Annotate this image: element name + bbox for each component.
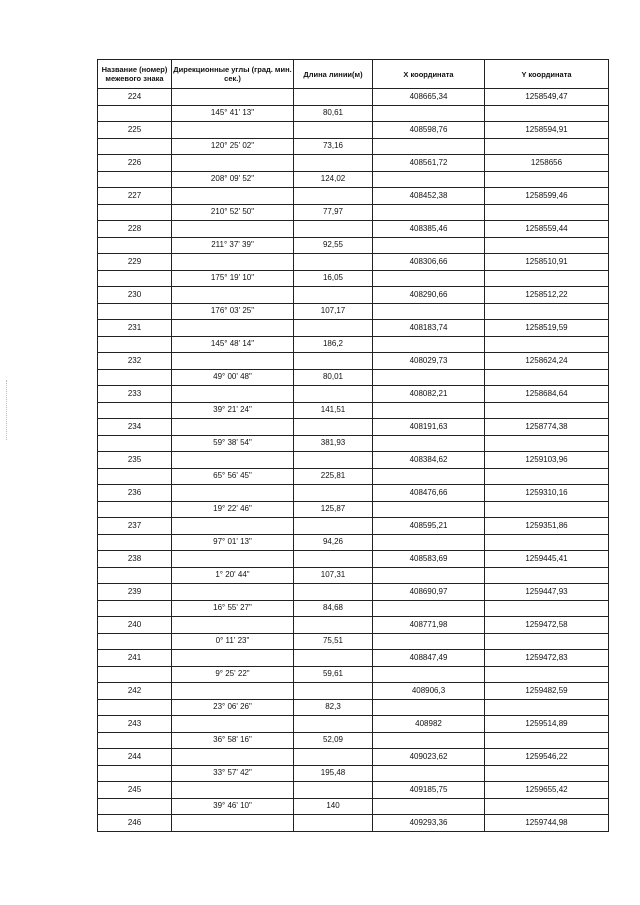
empty-name-cell [98,237,172,254]
x-coordinate: 408583,69 [373,551,485,568]
empty-x-cell [373,237,485,254]
empty-y-cell [485,303,609,320]
direction-angle: 0° 11' 23" [172,633,294,650]
empty-angle-cell [172,254,294,271]
empty-y-cell [485,336,609,353]
y-coordinate: 1259310,16 [485,485,609,502]
point-row [98,386,609,403]
empty-length-cell [294,584,373,601]
empty-name-cell [98,270,172,287]
point-row [98,89,609,106]
direction-angle: 39° 21' 24" [172,402,294,419]
empty-name-cell [98,534,172,551]
direction-angle: 211° 37' 39" [172,237,294,254]
empty-y-cell [485,666,609,683]
empty-length-cell [294,485,373,502]
header-point-name: Название (номер) межевого знака [98,60,172,89]
empty-angle-cell [172,683,294,700]
direction-angle: 120° 25' 02" [172,138,294,155]
line-length: 140 [294,798,373,815]
empty-length-cell [294,155,373,172]
segment-row [98,501,609,518]
direction-angle: 208° 09' 52" [172,171,294,188]
segment-row [98,666,609,683]
empty-name-cell [98,171,172,188]
empty-x-cell [373,534,485,551]
segment-row [98,237,609,254]
line-length: 94,26 [294,534,373,551]
point-name: 235 [98,452,172,469]
point-name: 234 [98,419,172,436]
direction-angle: 145° 48' 14" [172,336,294,353]
empty-x-cell [373,699,485,716]
x-coordinate: 408771,98 [373,617,485,634]
segment-row [98,633,609,650]
line-length: 77,97 [294,204,373,221]
x-coordinate: 408029,73 [373,353,485,370]
point-name: 239 [98,584,172,601]
segment-row [98,402,609,419]
direction-angle: 175° 19' 10" [172,270,294,287]
y-coordinate: 1258519,59 [485,320,609,337]
empty-name-cell [98,468,172,485]
empty-name-cell [98,138,172,155]
empty-y-cell [485,237,609,254]
point-name: 224 [98,89,172,106]
segment-row [98,567,609,584]
empty-angle-cell [172,815,294,832]
empty-angle-cell [172,782,294,799]
point-name: 238 [98,551,172,568]
point-row [98,650,609,667]
segment-row [98,600,609,617]
empty-angle-cell [172,617,294,634]
direction-angle: 59° 38' 54" [172,435,294,452]
header-x-coordinate: X координата [373,60,485,89]
line-length: 225,81 [294,468,373,485]
empty-y-cell [485,171,609,188]
point-name: 244 [98,749,172,766]
direction-angle: 19° 22' 46" [172,501,294,518]
point-name: 246 [98,815,172,832]
point-name: 242 [98,683,172,700]
line-length: 124,02 [294,171,373,188]
direction-angle: 145° 41' 13" [172,105,294,122]
y-coordinate: 1258510,91 [485,254,609,271]
header-line-length: Длина линии(м) [294,60,373,89]
empty-length-cell [294,188,373,205]
empty-x-cell [373,303,485,320]
scan-margin-marks [6,380,8,440]
y-coordinate: 1259655,42 [485,782,609,799]
empty-length-cell [294,617,373,634]
empty-length-cell [294,386,373,403]
y-coordinate: 1259472,83 [485,650,609,667]
empty-length-cell [294,419,373,436]
line-length: 16,05 [294,270,373,287]
point-name: 228 [98,221,172,238]
direction-angle: 97° 01' 13" [172,534,294,551]
empty-y-cell [485,567,609,584]
empty-name-cell [98,567,172,584]
empty-x-cell [373,600,485,617]
point-row [98,353,609,370]
empty-length-cell [294,254,373,271]
y-coordinate: 1258624,24 [485,353,609,370]
empty-length-cell [294,287,373,304]
empty-y-cell [485,600,609,617]
empty-angle-cell [172,122,294,139]
empty-y-cell [485,369,609,386]
point-name: 240 [98,617,172,634]
line-length: 73,16 [294,138,373,155]
x-coordinate: 408982 [373,716,485,733]
point-name: 237 [98,518,172,535]
line-length: 186,2 [294,336,373,353]
empty-length-cell [294,551,373,568]
segment-row [98,699,609,716]
point-row [98,518,609,535]
empty-length-cell [294,782,373,799]
empty-x-cell [373,171,485,188]
empty-angle-cell [172,485,294,502]
y-coordinate: 1259447,93 [485,584,609,601]
segment-row [98,336,609,353]
direction-angle: 39° 46' 10" [172,798,294,815]
empty-x-cell [373,270,485,287]
line-length: 82,3 [294,699,373,716]
empty-x-cell [373,435,485,452]
empty-x-cell [373,336,485,353]
point-name: 241 [98,650,172,667]
direction-angle: 36° 58' 16" [172,732,294,749]
empty-angle-cell [172,716,294,733]
empty-y-cell [485,534,609,551]
point-name: 243 [98,716,172,733]
empty-name-cell [98,402,172,419]
x-coordinate: 408183,74 [373,320,485,337]
segment-row [98,534,609,551]
point-row [98,155,609,172]
empty-length-cell [294,518,373,535]
empty-angle-cell [172,650,294,667]
empty-name-cell [98,699,172,716]
line-length: 107,31 [294,567,373,584]
point-row [98,683,609,700]
segment-row [98,798,609,815]
segment-row [98,171,609,188]
empty-angle-cell [172,584,294,601]
x-coordinate: 409185,75 [373,782,485,799]
point-row [98,749,609,766]
empty-x-cell [373,204,485,221]
segment-row [98,468,609,485]
direction-angle: 9° 25' 22" [172,666,294,683]
empty-angle-cell [172,188,294,205]
empty-x-cell [373,798,485,815]
segment-row [98,765,609,782]
point-row [98,188,609,205]
point-name: 236 [98,485,172,502]
empty-length-cell [294,650,373,667]
x-coordinate: 408665,34 [373,89,485,106]
empty-x-cell [373,666,485,683]
empty-angle-cell [172,89,294,106]
point-name: 230 [98,287,172,304]
empty-x-cell [373,633,485,650]
point-name: 232 [98,353,172,370]
y-coordinate: 1258599,46 [485,188,609,205]
line-length: 84,68 [294,600,373,617]
y-coordinate: 1258549,47 [485,89,609,106]
point-row [98,716,609,733]
empty-name-cell [98,666,172,683]
direction-angle: 16° 55' 27" [172,600,294,617]
line-length: 107,17 [294,303,373,320]
segment-row [98,105,609,122]
y-coordinate: 1258559,44 [485,221,609,238]
empty-name-cell [98,501,172,518]
y-coordinate: 1259445,41 [485,551,609,568]
line-length: 92,55 [294,237,373,254]
empty-name-cell [98,336,172,353]
empty-name-cell [98,732,172,749]
x-coordinate: 408847,49 [373,650,485,667]
empty-x-cell [373,732,485,749]
empty-length-cell [294,452,373,469]
line-length: 75,51 [294,633,373,650]
y-coordinate: 1258656 [485,155,609,172]
empty-name-cell [98,798,172,815]
point-name: 226 [98,155,172,172]
point-row [98,551,609,568]
x-coordinate: 408690,97 [373,584,485,601]
empty-x-cell [373,501,485,518]
point-name: 225 [98,122,172,139]
x-coordinate: 408595,21 [373,518,485,535]
point-row [98,254,609,271]
empty-angle-cell [172,749,294,766]
point-row [98,782,609,799]
point-row [98,419,609,436]
empty-x-cell [373,369,485,386]
point-row [98,122,609,139]
empty-angle-cell [172,386,294,403]
line-length: 381,93 [294,435,373,452]
y-coordinate: 1258594,91 [485,122,609,139]
point-name: 233 [98,386,172,403]
line-length: 80,01 [294,369,373,386]
line-length: 125,87 [294,501,373,518]
segment-row [98,732,609,749]
boundary-coordinates-table [97,59,609,832]
segment-row [98,303,609,320]
empty-length-cell [294,815,373,832]
point-row [98,617,609,634]
x-coordinate: 408385,46 [373,221,485,238]
y-coordinate: 1259472,58 [485,617,609,634]
empty-angle-cell [172,155,294,172]
y-coordinate: 1258512,22 [485,287,609,304]
y-coordinate: 1258684,64 [485,386,609,403]
x-coordinate: 408476,66 [373,485,485,502]
x-coordinate: 409293,36 [373,815,485,832]
empty-name-cell [98,600,172,617]
empty-name-cell [98,369,172,386]
empty-name-cell [98,303,172,320]
point-row [98,815,609,832]
empty-name-cell [98,435,172,452]
empty-y-cell [485,270,609,287]
empty-name-cell [98,765,172,782]
line-length: 141,51 [294,402,373,419]
line-length: 80,61 [294,105,373,122]
direction-angle: 176° 03' 25" [172,303,294,320]
point-row [98,584,609,601]
x-coordinate: 409023,62 [373,749,485,766]
empty-angle-cell [172,452,294,469]
segment-row [98,369,609,386]
empty-length-cell [294,320,373,337]
empty-length-cell [294,716,373,733]
empty-y-cell [485,501,609,518]
x-coordinate: 408598,76 [373,122,485,139]
empty-name-cell [98,633,172,650]
point-row [98,287,609,304]
point-row [98,452,609,469]
point-name: 227 [98,188,172,205]
empty-name-cell [98,105,172,122]
empty-y-cell [485,699,609,716]
y-coordinate: 1259546,22 [485,749,609,766]
y-coordinate: 1259744,98 [485,815,609,832]
y-coordinate: 1259514,89 [485,716,609,733]
empty-y-cell [485,204,609,221]
line-length: 59,61 [294,666,373,683]
y-coordinate: 1258774,38 [485,419,609,436]
segment-row [98,138,609,155]
direction-angle: 1° 20' 44" [172,567,294,584]
empty-y-cell [485,468,609,485]
line-length: 52,09 [294,732,373,749]
header-y-coordinate: Y координата [485,60,609,89]
direction-angle: 49° 00' 48" [172,369,294,386]
direction-angle: 65° 56' 45" [172,468,294,485]
empty-angle-cell [172,320,294,337]
empty-x-cell [373,765,485,782]
empty-y-cell [485,732,609,749]
point-name: 245 [98,782,172,799]
x-coordinate: 408290,66 [373,287,485,304]
empty-x-cell [373,468,485,485]
table-header-row [98,60,609,89]
empty-length-cell [294,89,373,106]
point-row [98,221,609,238]
point-row [98,320,609,337]
x-coordinate: 408452,38 [373,188,485,205]
x-coordinate: 408191,63 [373,419,485,436]
empty-angle-cell [172,353,294,370]
x-coordinate: 408306,66 [373,254,485,271]
segment-row [98,435,609,452]
segment-row [98,204,609,221]
point-name: 229 [98,254,172,271]
x-coordinate: 408384,62 [373,452,485,469]
empty-length-cell [294,683,373,700]
direction-angle: 210° 52' 50" [172,204,294,221]
empty-angle-cell [172,419,294,436]
empty-y-cell [485,402,609,419]
empty-x-cell [373,402,485,419]
empty-y-cell [485,765,609,782]
x-coordinate: 408906,3 [373,683,485,700]
line-length: 195,48 [294,765,373,782]
y-coordinate: 1259482,59 [485,683,609,700]
empty-x-cell [373,105,485,122]
empty-y-cell [485,138,609,155]
y-coordinate: 1259103,96 [485,452,609,469]
empty-angle-cell [172,551,294,568]
point-name: 231 [98,320,172,337]
empty-length-cell [294,221,373,238]
empty-angle-cell [172,287,294,304]
empty-length-cell [294,122,373,139]
empty-y-cell [485,435,609,452]
empty-x-cell [373,138,485,155]
header-direction-angle: Дирекционные углы (град. мин. сек.) [172,60,294,89]
y-coordinate: 1259351,86 [485,518,609,535]
x-coordinate: 408082,21 [373,386,485,403]
x-coordinate: 408561,72 [373,155,485,172]
segment-row [98,270,609,287]
empty-y-cell [485,105,609,122]
empty-y-cell [485,798,609,815]
empty-length-cell [294,749,373,766]
empty-angle-cell [172,221,294,238]
point-row [98,485,609,502]
empty-angle-cell [172,518,294,535]
empty-length-cell [294,353,373,370]
direction-angle: 33° 57' 42" [172,765,294,782]
empty-name-cell [98,204,172,221]
direction-angle: 23° 06' 26" [172,699,294,716]
empty-x-cell [373,567,485,584]
empty-y-cell [485,633,609,650]
